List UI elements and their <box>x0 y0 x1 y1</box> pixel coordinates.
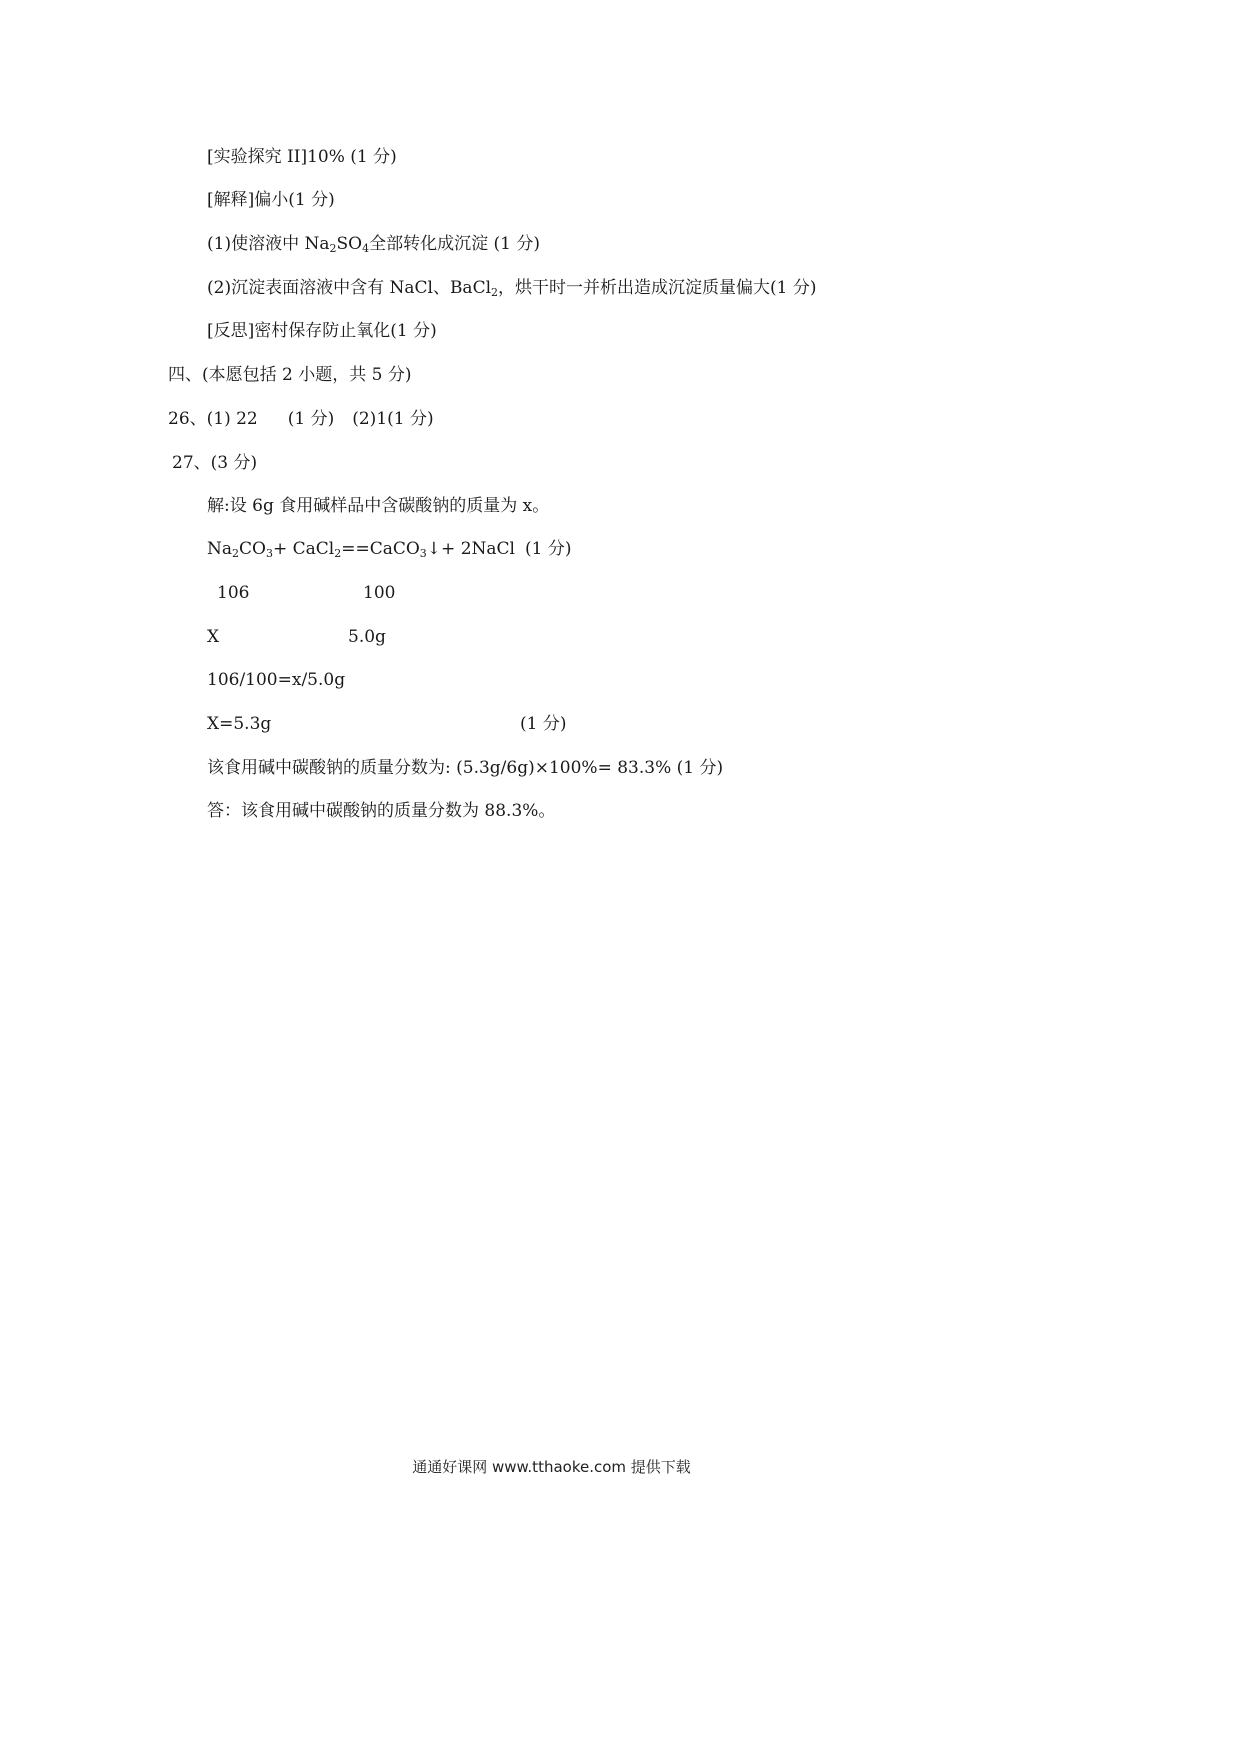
chemical-equation <box>207 539 515 559</box>
reason-1-text-a: (1)使溶液中 Na <box>207 234 330 254</box>
molar-mass-caco3: 100 <box>363 583 396 603</box>
question-26-part-1: 26、(1) 22 <box>168 409 258 429</box>
final-answer: 答：该食用碱中碳酸钠的质量分数为 88.3%。 <box>207 801 556 821</box>
footer-source: 通通好课网 www.tthaoke.com 提供下载 <box>412 1458 691 1476</box>
explanation-answer: [解释]偏小(1 分) <box>207 190 335 210</box>
equation-subscript-4: 3 <box>419 547 427 560</box>
reason-2-text-b: ，烘干时一并析出造成沉淀质量偏大(1 分) <box>498 278 817 298</box>
reason-1-subscript-2: 4 <box>362 242 370 255</box>
reason-2-subscript: 2 <box>491 286 499 299</box>
reason-2-answer <box>207 278 817 298</box>
reason-1-text-b: SO <box>336 234 363 254</box>
equation-subscript-1: 2 <box>232 547 240 560</box>
equation-products: ↓+ 2NaCl <box>426 539 515 559</box>
equation-plus-cacl: + CaCl <box>272 539 335 559</box>
molar-mass-na2co3: 106 <box>217 583 250 603</box>
equation-caco: ==CaCO <box>341 539 420 559</box>
equation-co: CO <box>239 539 266 559</box>
question-26-answer <box>168 409 434 429</box>
unknown-mass: X <box>207 627 220 647</box>
question-27-heading: 27、(3 分) <box>172 453 258 473</box>
question-26-score-1: (1 分) <box>287 409 335 429</box>
equation-subscript-3: 2 <box>334 547 342 560</box>
equation-subscript-2: 3 <box>265 547 273 560</box>
proportion-equation: 106/100=x/5.0g <box>207 670 346 690</box>
precipitate-mass: 5.0g <box>348 627 386 647</box>
equation-na: Na <box>207 539 233 559</box>
question-26-part-2: (2)1(1 分) <box>352 409 434 429</box>
reflection-answer: [反思]密村保存防止氧化(1 分) <box>207 321 437 341</box>
reason-2-text-a: (2)沉淀表面溶液中含有 NaCl、BaCl <box>207 278 492 298</box>
reason-1-text-c: 全部转化成沉淀 (1 分) <box>369 234 540 254</box>
equation-score: (1 分) <box>525 539 572 559</box>
experiment-2-answer: [实验探究 II]10% (1 分) <box>207 147 397 167</box>
reason-1-subscript-1: 2 <box>329 242 337 255</box>
computed-mass-score: (1 分) <box>520 714 567 734</box>
reason-1-answer <box>207 234 540 254</box>
mass-fraction-calculation: 该食用碱中碳酸钠的质量分数为: (5.3g/6g)×100%= 83.3% (1 分) <box>207 758 724 778</box>
computed-mass: X=5.3g <box>207 714 272 734</box>
section-4-heading: 四、(本愿包括 2 小题，共 5 分) <box>168 365 412 385</box>
solution-intro: 解:设 6g 食用碱样品中含碳酸钠的质量为 x。 <box>207 496 550 516</box>
